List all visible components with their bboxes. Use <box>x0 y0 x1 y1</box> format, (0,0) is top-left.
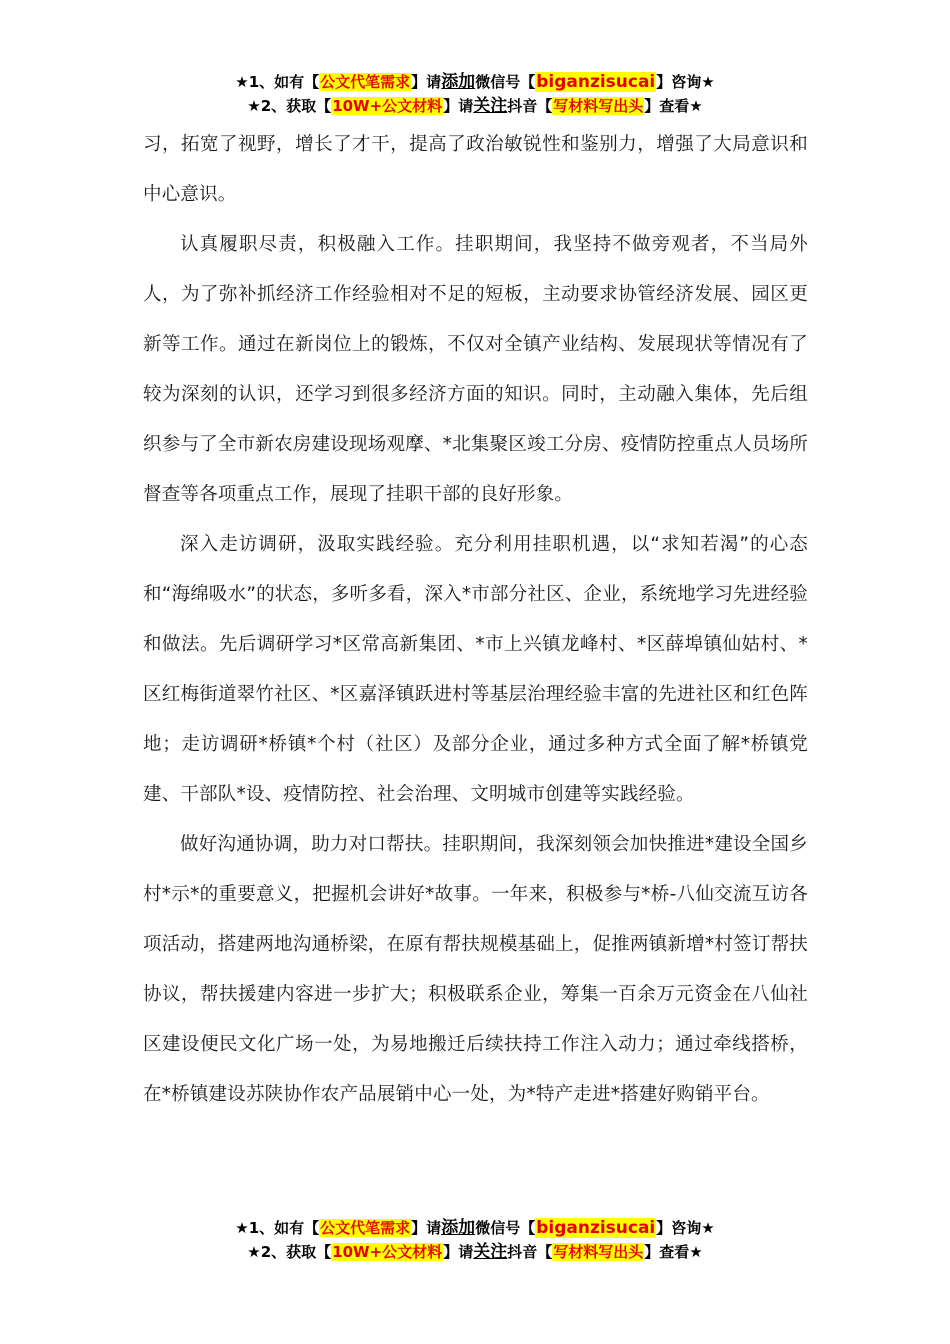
header-banner <box>0 70 950 118</box>
banner-line-1: ★1、如有【公文代笔需求】请添加微信号【biganzisucai】咨询★ <box>235 72 715 92</box>
banner-line-2: ★2、获取【10W+公文材料】请关注抖音【写材料写出头】查看★ <box>247 1242 703 1262</box>
banner-line-2: ★2、获取【10W+公文材料】请关注抖音【写材料写出头】查看★ <box>247 96 703 116</box>
highlight-douyin-id: 写材料写出头 <box>553 97 644 115</box>
highlight-service: 公文代笔需求 <box>320 73 411 91</box>
footer-banner <box>0 1216 950 1264</box>
highlight-service: 公文代笔需求 <box>320 1219 411 1237</box>
paragraph-duties: 认真履职尽责，积极融入工作。挂职期间，我坚持不做旁观者，不当局外人，为了弥补抓经济工作经验相对不足的短板，主动要求协管经济发展、园区更新等工作。通过在新岗位上的锻炼，不仅对全镇产业结构、发展现状等情况有了较为深刻的认识，还学习到很多经济方面的知识。同时，主动融入集体，先后组织参与了全市新农房建设现场观摩、*北集聚区竣工分房、疫情防控重点人员场所督查等各项重点工作，展现了挂职干部的良好形象。 <box>143 234 808 505</box>
highlight-wechat-id: biganzisucai <box>536 72 656 92</box>
highlight-douyin-id: 写材料写出头 <box>553 1243 644 1261</box>
paragraph-research: 深入走访调研，汲取实践经验。充分利用挂职机遇，以“求知若渴”的心态和“海绵吸水”的状态，多听多看，深入*市部分社区、企业，系统地学习先进经验和做法。先后调研学习*区常高新集团、*市上兴镇龙峰村、*区薛埠镇仙姑村、*区红梅街道翠竹社区、*区嘉泽镇跃进村等基层治理经验丰富的先进社区和红色阵地；走访调研*桥镇*个村（社区）及部分企业，通过多种方式全面了解*桥镇党建、干部队*设、疫情防控、社会治理、文明城市创建等实践经验。 <box>143 534 808 805</box>
paragraph-coordination: 做好沟通协调，助力对口帮扶。挂职期间，我深刻领会加快推进*建设全国乡村*示*的重要意义，把握机会讲好*故事。一年来，积极参与*桥-八仙交流互访各项活动，搭建两地沟通桥梁，在原有帮扶规模基础上，促推两镇新增*村签订帮扶协议，帮扶援建内容进一步扩大；积极联系企业，筹集一百余万元资金在八仙社区建设便民文化广场一处，为易地搬迁后续扶持工作注入动力；通过牵线搭桥，在*桥镇建设苏陕协作农产品展销中心一处，为*特产走进*搭建好购销平台。 <box>143 834 808 1105</box>
highlight-materials: 10W+公文材料 <box>332 1243 443 1261</box>
document-body <box>143 120 808 1120</box>
highlight-wechat-id: biganzisucai <box>536 1218 656 1238</box>
highlight-materials: 10W+公文材料 <box>332 97 443 115</box>
paragraph-continued: 习，拓宽了视野，增长了才干，提高了政治敏锐性和鉴别力，增强了大局意识和中心意识。 <box>143 134 808 205</box>
banner-line-1: ★1、如有【公文代笔需求】请添加微信号【biganzisucai】咨询★ <box>235 1218 715 1238</box>
